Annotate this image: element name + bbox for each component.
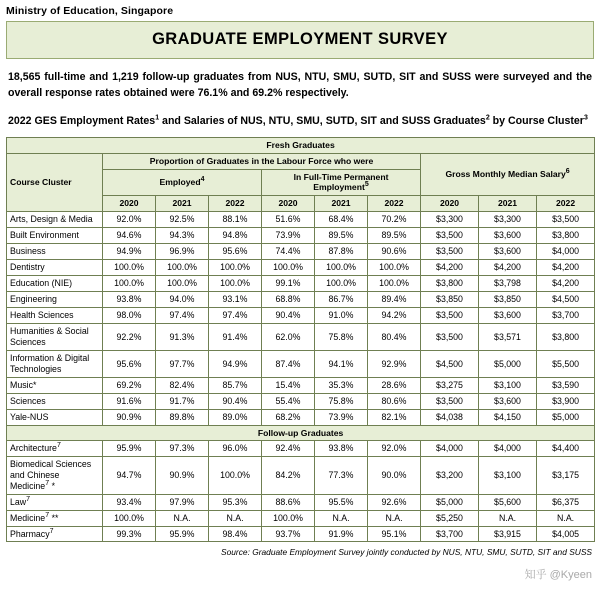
course-cluster-label: Medicine	[10, 512, 46, 523]
title-banner	[6, 21, 594, 59]
subhead-part-1: 2022 GES Employment Rates	[8, 114, 156, 127]
section-followup-graduates-row	[7, 425, 595, 440]
data-cell: $3,700	[421, 526, 479, 542]
data-cell: $4,200	[537, 275, 595, 291]
data-cell: 94.8%	[209, 227, 262, 243]
data-cell: 94.7%	[103, 456, 156, 494]
data-cell: 100.0%	[103, 510, 156, 526]
data-cell: 89.5%	[368, 227, 421, 243]
course-cluster-label: Music*	[10, 379, 37, 390]
data-cell: $3,200	[421, 456, 479, 494]
data-cell: $3,500	[421, 227, 479, 243]
data-cell: $4,000	[537, 243, 595, 259]
employed-label: Employed	[159, 176, 201, 187]
data-cell: $3,500	[421, 307, 479, 323]
data-cell: 93.4%	[103, 494, 156, 510]
data-cell: N.A.	[479, 510, 537, 526]
table-row	[7, 377, 595, 393]
data-cell: 94.0%	[156, 291, 209, 307]
data-cell: 87.8%	[315, 243, 368, 259]
data-cell: 100.0%	[262, 259, 315, 275]
course-cluster-label: Yale-NUS	[10, 411, 49, 422]
data-cell: 97.7%	[156, 350, 209, 377]
data-cell: 69.2%	[103, 377, 156, 393]
table-row	[7, 211, 595, 227]
data-cell: 35.3%	[315, 377, 368, 393]
data-cell: $3,500	[537, 211, 595, 227]
ges-table	[6, 137, 595, 542]
data-cell: 95.6%	[209, 243, 262, 259]
data-cell: $4,200	[537, 259, 595, 275]
data-cell: N.A.	[315, 510, 368, 526]
course-cluster-cell	[7, 291, 103, 307]
data-cell: 73.9%	[262, 227, 315, 243]
course-cluster-cell	[7, 307, 103, 323]
course-cluster-cell	[7, 456, 103, 494]
subhead-sup-1: 1	[155, 114, 160, 122]
data-cell: 100.0%	[156, 275, 209, 291]
data-cell: $3,798	[479, 275, 537, 291]
data-cell: 92.2%	[103, 323, 156, 350]
course-cluster-cell	[7, 440, 103, 456]
ftpe-label: In Full-Time Permanent Employment	[293, 171, 389, 193]
data-cell: 91.6%	[103, 393, 156, 409]
data-cell: 97.3%	[156, 440, 209, 456]
data-cell: 70.2%	[368, 211, 421, 227]
data-cell: 100.0%	[315, 259, 368, 275]
salary-sup: 6	[565, 168, 570, 176]
data-cell: 89.0%	[209, 409, 262, 425]
data-cell: 94.2%	[368, 307, 421, 323]
data-cell: $3,700	[537, 307, 595, 323]
data-cell: $3,800	[421, 275, 479, 291]
employed-sup: 4	[200, 176, 205, 184]
year-salary-2021: 2021	[479, 196, 537, 212]
data-cell: $4,005	[537, 526, 595, 542]
data-cell: $4,000	[421, 440, 479, 456]
watermark: 知乎 @Kyeen	[524, 569, 592, 581]
course-cluster-label: Dentistry	[10, 261, 45, 272]
data-cell: 86.7%	[315, 291, 368, 307]
data-cell: 68.4%	[315, 211, 368, 227]
table-row	[7, 409, 595, 425]
year-salary-2022: 2022	[537, 196, 595, 212]
data-cell: 98.4%	[209, 526, 262, 542]
data-cell: 92.5%	[156, 211, 209, 227]
data-cell: 91.3%	[156, 323, 209, 350]
course-cluster-label: Education (NIE)	[10, 277, 73, 288]
course-cluster-cell	[7, 259, 103, 275]
subhead-sup-2: 2	[485, 114, 490, 122]
year-ftpe-2021: 2021	[315, 196, 368, 212]
course-cluster-label: Pharmacy	[10, 528, 50, 539]
course-cluster-label: Business	[10, 245, 46, 256]
course-cluster-suffix: *	[49, 480, 55, 491]
data-cell: 89.5%	[315, 227, 368, 243]
subhead-part-2: and Salaries of NUS, NTU, SMU, SUTD, SIT and SUSS Graduates	[159, 114, 486, 127]
data-cell: 15.4%	[262, 377, 315, 393]
data-cell: $3,175	[537, 456, 595, 494]
course-cluster-label: Information & Digital Technologies	[10, 352, 90, 374]
data-cell: $3,100	[479, 456, 537, 494]
table-row	[7, 440, 595, 456]
data-cell: $4,000	[479, 440, 537, 456]
data-cell: 93.1%	[209, 291, 262, 307]
data-cell: 91.0%	[315, 307, 368, 323]
data-cell: $4,200	[479, 259, 537, 275]
year-employed-2021: 2021	[156, 196, 209, 212]
data-cell: 80.6%	[368, 393, 421, 409]
page-title: GRADUATE EMPLOYMENT SURVEY	[152, 30, 448, 48]
course-cluster-label: Biomedical Sciences and Chinese Medicine	[10, 458, 92, 491]
data-cell: $3,850	[479, 291, 537, 307]
data-cell: 82.4%	[156, 377, 209, 393]
group-fresh-graduates: Fresh Graduates	[7, 138, 595, 154]
course-cluster-cell	[7, 510, 103, 526]
course-cluster-cell	[7, 494, 103, 510]
data-cell: N.A.	[368, 510, 421, 526]
data-cell: $4,400	[537, 440, 595, 456]
data-cell: 92.4%	[262, 440, 315, 456]
data-cell: 100.0%	[368, 275, 421, 291]
data-cell: $3,600	[479, 393, 537, 409]
data-cell: 99.1%	[262, 275, 315, 291]
data-cell: 84.2%	[262, 456, 315, 494]
year-salary-2020: 2020	[421, 196, 479, 212]
table-row	[7, 510, 595, 526]
data-cell: 85.7%	[209, 377, 262, 393]
course-cluster-label: Health Sciences	[10, 309, 74, 320]
data-cell: $3,600	[479, 307, 537, 323]
data-cell: 100.0%	[209, 456, 262, 494]
table-header-group-row	[7, 138, 595, 154]
data-cell: $3,590	[537, 377, 595, 393]
data-cell: $5,000	[537, 409, 595, 425]
data-cell: 100.0%	[209, 275, 262, 291]
course-cluster-footnote: 7	[49, 527, 54, 535]
data-cell: $3,600	[479, 243, 537, 259]
data-cell: 94.9%	[103, 243, 156, 259]
sub-full-time-permanent-employment	[262, 169, 421, 195]
subhead-part-3: by Course Cluster	[489, 114, 584, 127]
data-cell: $3,600	[479, 227, 537, 243]
data-cell: 93.8%	[315, 440, 368, 456]
course-cluster-label: Law	[10, 496, 27, 507]
data-cell: 100.0%	[315, 275, 368, 291]
ftpe-sup: 5	[364, 181, 369, 189]
course-cluster-footnote: 7	[45, 511, 50, 519]
course-cluster-cell	[7, 211, 103, 227]
data-cell: 93.8%	[103, 291, 156, 307]
data-cell: 68.8%	[262, 291, 315, 307]
data-cell: $6,375	[537, 494, 595, 510]
data-cell: 91.7%	[156, 393, 209, 409]
data-cell: 92.0%	[103, 211, 156, 227]
course-cluster-cell	[7, 409, 103, 425]
data-cell: 96.9%	[156, 243, 209, 259]
data-cell: 75.8%	[315, 323, 368, 350]
ministry-label: Ministry of Education, Singapore	[6, 5, 174, 17]
year-ftpe-2022: 2022	[368, 196, 421, 212]
data-cell: 98.0%	[103, 307, 156, 323]
data-cell: $4,500	[421, 350, 479, 377]
data-cell: 95.9%	[103, 440, 156, 456]
data-cell: $3,500	[421, 323, 479, 350]
table-row	[7, 291, 595, 307]
data-cell: 100.0%	[156, 259, 209, 275]
data-cell: $3,800	[537, 323, 595, 350]
data-cell: $4,500	[537, 291, 595, 307]
course-cluster-cell	[7, 227, 103, 243]
year-employed-2020: 2020	[103, 196, 156, 212]
data-cell: 100.0%	[262, 510, 315, 526]
data-cell: $3,100	[479, 377, 537, 393]
course-cluster-footnote: 7	[45, 479, 50, 487]
data-cell: 28.6%	[368, 377, 421, 393]
subhead-sup-3: 3	[583, 114, 588, 122]
data-cell: $5,250	[421, 510, 479, 526]
data-cell: 82.1%	[368, 409, 421, 425]
data-cell: $3,500	[421, 243, 479, 259]
data-cell: $3,300	[479, 211, 537, 227]
data-cell: $5,000	[421, 494, 479, 510]
data-cell: 90.6%	[368, 243, 421, 259]
data-cell: 55.4%	[262, 393, 315, 409]
data-cell: 80.4%	[368, 323, 421, 350]
data-cell: 90.4%	[209, 393, 262, 409]
data-cell: 75.8%	[315, 393, 368, 409]
course-cluster-footnote: 7	[26, 495, 31, 503]
data-cell: 90.9%	[103, 409, 156, 425]
data-cell: 100.0%	[103, 259, 156, 275]
data-cell: 68.2%	[262, 409, 315, 425]
course-cluster-cell	[7, 350, 103, 377]
data-cell: 89.4%	[368, 291, 421, 307]
data-cell: 97.4%	[209, 307, 262, 323]
data-cell: $3,800	[537, 227, 595, 243]
data-cell: 89.8%	[156, 409, 209, 425]
data-cell: $4,200	[421, 259, 479, 275]
data-cell: 90.0%	[368, 456, 421, 494]
table-row	[7, 393, 595, 409]
data-cell: 92.6%	[368, 494, 421, 510]
course-cluster-cell	[7, 526, 103, 542]
intro-paragraph: 18,565 full-time and 1,219 follow-up graduates from NUS, NTU, SMU, SUTD, SIT and SUSS were surveyed and the overall response rates obtained were 76.1% and 69.2% respectively.	[8, 71, 592, 99]
data-cell: 77.3%	[315, 456, 368, 494]
col-course-cluster: Course Cluster	[7, 153, 103, 211]
table-row	[7, 526, 595, 542]
table-row	[7, 323, 595, 350]
source-note: Source: Graduate Employment Survey jointly conducted by NUS, NTU, SMU, SUTD, SIT and SUSS	[221, 547, 592, 558]
data-cell: 88.6%	[262, 494, 315, 510]
course-cluster-cell	[7, 243, 103, 259]
table-body	[7, 211, 595, 542]
data-cell: 97.4%	[156, 307, 209, 323]
data-cell: 87.4%	[262, 350, 315, 377]
data-cell: $3,275	[421, 377, 479, 393]
table-row	[7, 243, 595, 259]
group-labour-force: Proportion of Graduates in the Labour Force who were	[103, 153, 421, 169]
course-cluster-label: Humanities & Social Sciences	[10, 325, 89, 347]
table-row	[7, 350, 595, 377]
data-cell: $3,571	[479, 323, 537, 350]
course-cluster-cell	[7, 275, 103, 291]
data-cell: $5,000	[479, 350, 537, 377]
data-cell: 94.9%	[209, 350, 262, 377]
data-cell: $4,038	[421, 409, 479, 425]
course-cluster-cell	[7, 393, 103, 409]
data-cell: 90.4%	[262, 307, 315, 323]
data-cell: N.A.	[156, 510, 209, 526]
course-cluster-label: Sciences	[10, 395, 46, 406]
data-cell: 96.0%	[209, 440, 262, 456]
data-cell: 62.0%	[262, 323, 315, 350]
course-cluster-label: Arts, Design & Media	[10, 213, 93, 224]
data-cell: 73.9%	[315, 409, 368, 425]
year-employed-2022: 2022	[209, 196, 262, 212]
course-cluster-label: Engineering	[10, 293, 57, 304]
data-cell: 100.0%	[103, 275, 156, 291]
course-cluster-cell	[7, 377, 103, 393]
data-cell: $3,850	[421, 291, 479, 307]
data-cell: 95.6%	[103, 350, 156, 377]
data-cell: $5,500	[537, 350, 595, 377]
data-cell: 94.3%	[156, 227, 209, 243]
data-cell: $5,600	[479, 494, 537, 510]
data-cell: 92.0%	[368, 440, 421, 456]
salary-label: Gross Monthly Median Salary	[445, 169, 566, 180]
data-cell: 95.9%	[156, 526, 209, 542]
table-row	[7, 456, 595, 494]
data-cell: $3,900	[537, 393, 595, 409]
course-cluster-label: Built Environment	[10, 229, 79, 240]
section-followup-graduates-label: Follow-up Graduates	[7, 425, 595, 440]
data-cell: 100.0%	[368, 259, 421, 275]
course-cluster-footnote: 7	[56, 441, 61, 449]
data-cell: $3,500	[421, 393, 479, 409]
data-cell: 92.9%	[368, 350, 421, 377]
data-cell: $4,150	[479, 409, 537, 425]
data-cell: 94.6%	[103, 227, 156, 243]
course-cluster-label: Architecture	[10, 442, 57, 453]
data-cell: 91.9%	[315, 526, 368, 542]
table-row	[7, 307, 595, 323]
data-cell: 91.4%	[209, 323, 262, 350]
data-cell: 95.3%	[209, 494, 262, 510]
table-row	[7, 275, 595, 291]
data-cell: 51.6%	[262, 211, 315, 227]
data-cell: 95.5%	[315, 494, 368, 510]
data-cell: 95.1%	[368, 526, 421, 542]
table-header-row-2	[7, 153, 595, 169]
data-cell: 88.1%	[209, 211, 262, 227]
table-row	[7, 227, 595, 243]
year-ftpe-2020: 2020	[262, 196, 315, 212]
sub-employed	[103, 169, 262, 195]
data-cell: 97.9%	[156, 494, 209, 510]
table-row	[7, 259, 595, 275]
data-cell: N.A.	[537, 510, 595, 526]
section-subheading	[8, 114, 592, 129]
group-gross-monthly-median-salary	[421, 153, 595, 195]
data-cell: 94.1%	[315, 350, 368, 377]
data-cell: N.A.	[209, 510, 262, 526]
course-cluster-suffix: **	[49, 512, 59, 523]
data-cell: 99.3%	[103, 526, 156, 542]
data-cell: 90.9%	[156, 456, 209, 494]
course-cluster-cell	[7, 323, 103, 350]
data-cell: 74.4%	[262, 243, 315, 259]
data-cell: $3,915	[479, 526, 537, 542]
data-cell: $3,300	[421, 211, 479, 227]
data-cell: 93.7%	[262, 526, 315, 542]
table-row	[7, 494, 595, 510]
data-cell: 100.0%	[209, 259, 262, 275]
